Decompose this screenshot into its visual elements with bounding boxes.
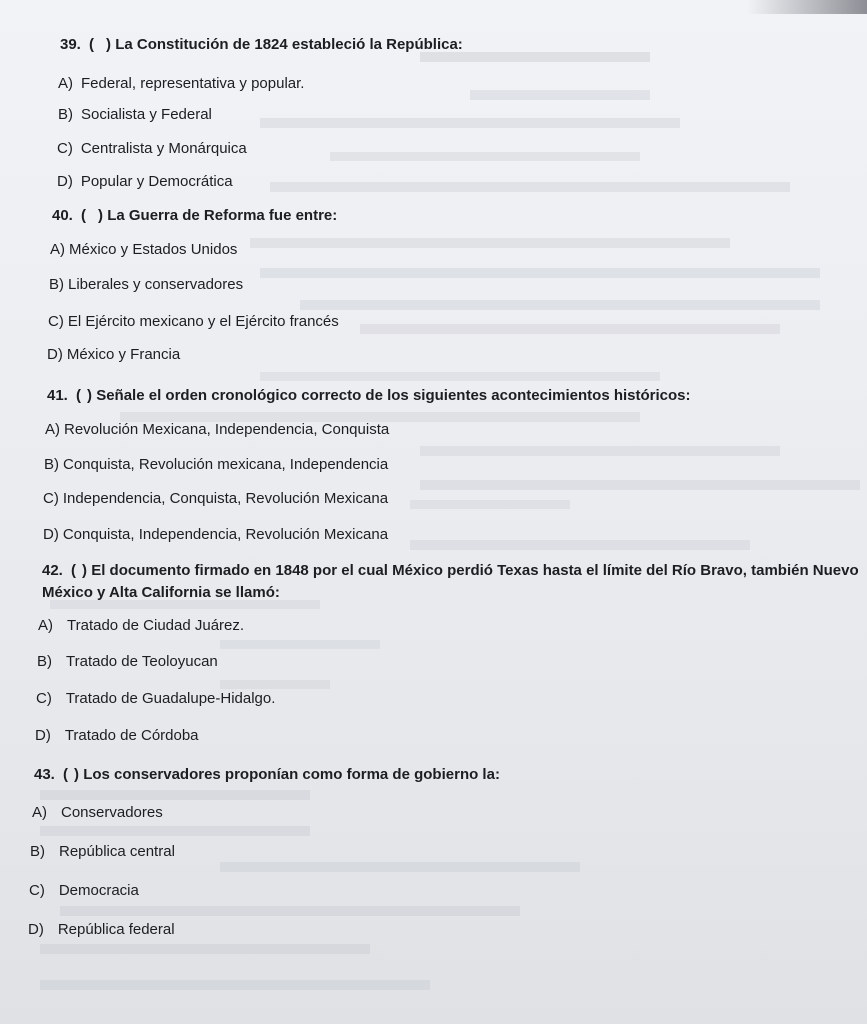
question-43 [34,764,500,786]
option-41-c: C) Independencia, Conquista, Revolución Mexicana [43,490,389,507]
option-42-b: B) Tratado de Teoloyucan [37,653,218,670]
question-42 [42,560,867,604]
option-42-d: D) Tratado de Córdoba [35,727,199,744]
answer-paren-open: ( [63,766,69,783]
question-number: 41. [47,387,68,404]
option-41-a: A) Revolución Mexicana, Independencia, Conquista [45,421,390,438]
question-text: La Guerra de Reforma fue entre: [107,207,338,224]
answer-paren-open: ( [81,207,87,224]
question-text: El documento firmado en 1848 por el cual México perdió Texas hasta el límite del Río Bravo, también Nuevo [91,562,859,579]
answer-paren-close: ) [82,562,88,579]
answer-paren-close: ) [74,766,80,783]
option-39-b: B) Socialista y Federal [58,106,212,123]
question-text: Señale el orden cronológico correcto de los siguientes acontecimientos históricos: [96,387,691,404]
question-39 [60,34,463,56]
answer-paren-close: ) [106,36,112,53]
option-42-c: C) Tratado de Guadalupe-Hidalgo. [36,690,276,707]
question-40 [52,205,337,227]
option-43-a: A) Conservadores [32,804,163,821]
answer-paren-close: ) [87,387,93,404]
question-number: 40. [52,207,73,224]
option-39-c: C) Centralista y Monárquica [57,140,247,157]
question-number: 42. [42,562,63,579]
question-text: Los conservadores proponían como forma de gobierno la: [83,766,500,783]
answer-paren-open: ( [76,387,82,404]
question-41 [47,385,691,407]
option-39-d: D) Popular y Democrática [57,173,233,190]
option-41-b: B) Conquista, Revolución mexicana, Independencia [44,456,389,473]
option-43-c: C) Democracia [29,882,139,899]
question-number: 43. [34,766,55,783]
option-40-d: D) México y Francia [47,346,181,363]
option-42-a: A) Tratado de Ciudad Juárez. [38,617,245,634]
option-39-a: A) Federal, representativa y popular. [58,75,305,92]
option-43-b: B) República central [30,843,175,860]
option-40-a: A) México y Estados Unidos [50,241,238,258]
question-text-line2: México y Alta California se llamó: [42,584,280,601]
question-number: 39. [60,36,81,53]
option-43-d: D) República federal [28,921,175,938]
answer-paren-open: ( [89,36,95,53]
answer-paren-open: ( [71,562,77,579]
answer-paren-close: ) [98,207,104,224]
question-text: La Constitución de 1824 estableció la República: [115,36,463,53]
option-41-d: D) Conquista, Independencia, Revolución Mexicana [43,526,389,543]
option-40-c: C) El Ejército mexicano y el Ejército francés [48,313,339,330]
option-40-b: B) Liberales y conservadores [49,276,244,293]
